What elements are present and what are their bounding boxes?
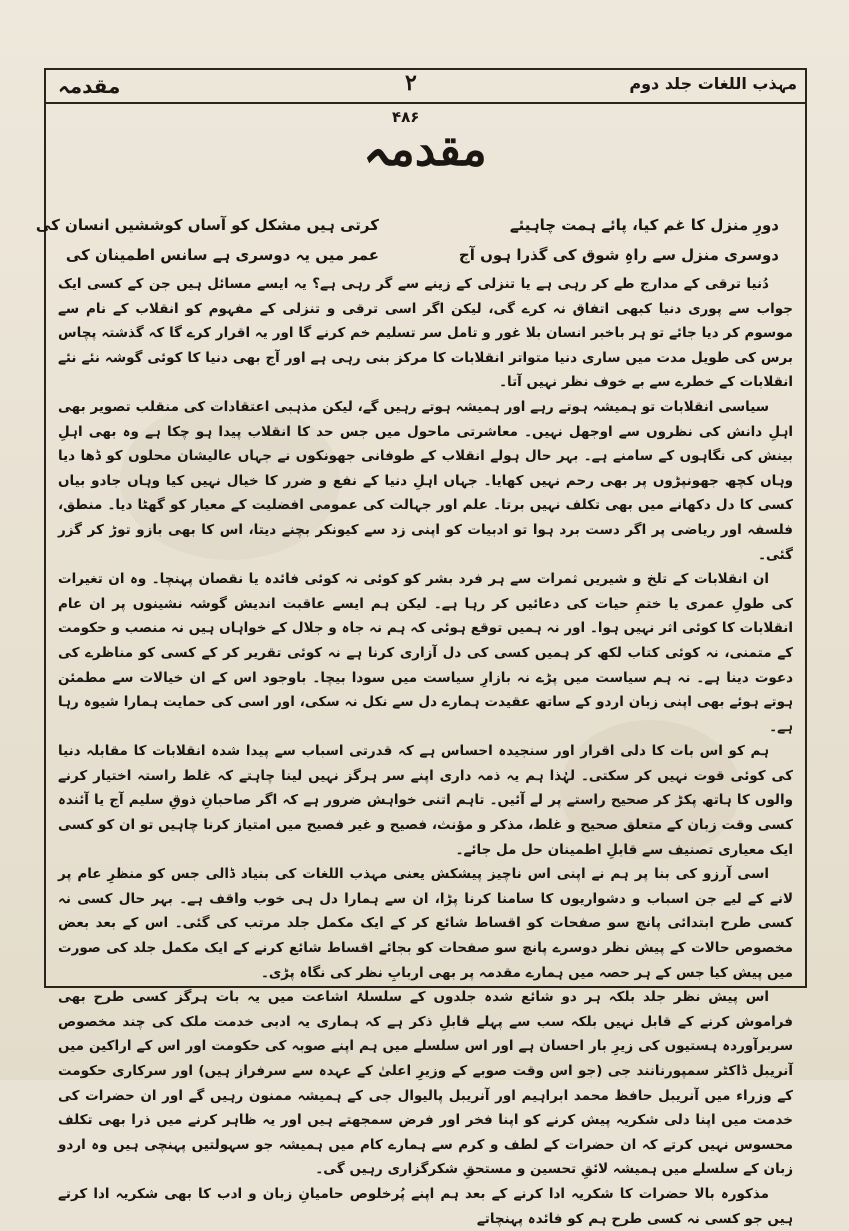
page-number: ۲ bbox=[405, 70, 417, 96]
verse-line-1b: کرتی ہیں مشکل کو آساں کوششیں انسان کی bbox=[35, 216, 379, 234]
verse-line-1a: دورِ منزل کا غم کیا، پائے ہمت چاہیئے bbox=[509, 216, 779, 234]
folio-mark: ۴۸۶ bbox=[392, 108, 420, 126]
section-title: مقدمہ bbox=[58, 74, 121, 98]
paragraph-2: سیاسی انقلابات تو ہمیشہ ہوتے رہے اور ہمیشہ ہوتے رہیں گے، لیکن مذہبی اعتقادات کی منقلب تصویر بھی اہلِ دانش کی نظروں سے اوجھل نہیں۔ معاشرتی ماحول میں جس حد کا انقلاب پیدا ہو چکا ہے وہ بھی اہلِ بینش کی نگاہوں کے سامنے ہے۔ بہر حال ہولے انقلاب کے طوفانی جھونکوں نے جہاں عالیشان محلوں کو ڈھا دیا وہاں کچھ جھونپڑوں پر بھی رحم نہیں کھایا۔ جہاں اہلِ دنیا کے نفع و ضرر کا خیال نہیں کیا وہاں جادو بیاں کسی کا دل دکھانے میں بھی تکلف نہیں برتا۔ علم اور جہالت کی عمومی افضلیت کے معیار کو گھٹا دیا۔ منطق، فلسفہ اور ریاضی پر اگر دست برد ہوا تو ادبیات کو اپنی زد سے کیونکر بچنے دیتا، اس کا بھی بازو توڑ کر گزر گئی۔ bbox=[58, 398, 793, 563]
verse-line-2a: دوسری منزل سے راہِ شوق کی گذرا ہوں آج bbox=[458, 246, 779, 264]
paragraph-7: مذکورہ بالا حضرات کا شکریہ ادا کرنے کے بعد ہم اپنے پُرخلوص حامیانِ زبان و ادب کا بھی شکریہ ادا کرتے ہیں جو کسی نہ کسی طرح ہم کو فائدہ پہنچاتے bbox=[58, 1185, 793, 1227]
paragraph-1: دُنیا ترقی کے مدارج طے کر رہی ہے یا تنزلی کے زینے سے گر رہی ہے؟ یہ ایسے مسائل ہیں جن کے کسی ایک جواب سے پوری دنیا کبھی اتفاق نہ کرے گی، لیکن اگر اسی ترقی و تنزلی کے مفہوم کو انقلاب کے نام سے موسوم کر دیا جائے تو ہر باخبر انسان بلا غور و تامل سر تسلیم خم کرنے گا اور یہ اقرار کرے گا کہ گذشتہ پچاس برس کی طویل مدت میں ساری دنیا متواتر انقلابات کا مرکز بنی رہی ہے اور آج بھی دنیا کا کوئی گوشہ نئے نئے انقلابات کے خطرے سے بے خوف نظر نہیں آتا۔ bbox=[58, 276, 793, 391]
header-rule bbox=[44, 102, 807, 104]
paragraph-3: ان انقلابات کے تلخ و شیریں ثمرات سے ہر فرد بشر کو کوئی نہ کوئی فائدہ یا نقصان پہنچا۔ وہ ان تغیرات کی طولِ عمری یا ختمِ حیات کی دعائیں کر رہا ہے۔ لیکن ہم ایسے عاقبت اندیش گوشہ نشینوں پر ان عام انقلابات کا کوئی اثر نہیں ہوا۔ اور نہ ہمیں توقع ہوئی کہ ہم نہ جاہ و جلال کے خواہاں ہیں نہ منصب و حکومت کے متمنی، نہ کوئی کتاب لکھ کر ہمیں کسی کی دل آزاری کرنا ہے نہ کوئی تقریر کر کے کسی کو مناظرے کی دعوت دینا ہے۔ نہ ہم سیاست میں پڑے نہ بازارِ سیاست میں سودا بیچا۔ باوجود اس کے ان خیالات سے مطمئن ہوتے ہوئے بھی اپنی زبان اردو کے ساتھ عقیدت ہمارے دل سے نکل نہ سکی، اور اسی کی حمایت ہمارا شیوہ رہا ہے۔ bbox=[58, 571, 793, 735]
paragraph-5: اسی آرزو کی بنا پر ہم نے اپنی اس ناچیز پیشکش یعنی مہذب اللغات کی بنیاد ڈالی جس کو منظرِ عام پر لانے کے لیے جن اسباب و دشواریوں کا سامنا کرنا پڑا، ان سے ہمارا دل ہی خوب واقف ہے۔ بہر حال کسی نہ کسی طرح ابتدائی پانچ سو صفحات کو اقساط شائع کر کے ایک مکمل جلد مرتب کی گئی۔ اس کے بعد بعض مخصوص حالات کے پیش نظر دوسرے پانچ سو صفحات کو بجائے اقساط شائع کرنے کے ایک مکمل جلد کی صورت میں پیش کیا جس کے ہر حصہ میں ہمارے مقدمہ پر بھی اربابِ نظر کی نگاہ پڑی۔ bbox=[58, 866, 793, 981]
running-title: مہذب اللغات جلد دوم bbox=[629, 74, 797, 93]
verse-line-2b: عمر میں یہ دوسری ہے سانس اطمینان کی bbox=[65, 246, 379, 264]
paragraph-6: اس پیش نظر جلد بلکہ ہر دو شائع شدہ جلدوں کے سلسلۂ اشاعت میں یہ بات ہرگز کسی طرح بھی فراموش کرنے کے قابل نہیں بلکہ سب سے پہلے قابلِ ذکر ہے کہ ہماری یہ ادبی خدمت ملک کی چند مخصوص سربرآوردہ ہستیوں کی زیرِ بار احسان ہے اور اس سلسلے میں ہم اپنے صوبہ کی حکومت اور اس کے اراکین میں آنریبل ڈاکٹر سمپورنانند جی (جو اس وقت صوبے کے وزیرِ اعلیٰ کے عہدہ سے سرفراز ہیں) اور سرکاری حکومت کے وزراء میں آنریبل حافظ محمد ابراہیم اور آنریبل پالیوال جی کے ہمیشہ ممنون رہیں گے اور ان حضرات کی خدمت میں اپنا دلی شکریہ پیش کرنے کو اپنا فخر اور فرض سمجھتے ہیں اور یہ ظاہر کرنے میں ذرا بھی تکلف محسوس نہیں کرتے کہ ان حضرات کے لطف و کرم سے ہمارے کام میں ہمیشہ جو سہولتیں پہنچی ہیں وہ اردو زبان کے سلسلے میں ہمیشہ لائقِ تحسین و مستحقِ شکرگزاری رہیں گی۔ bbox=[58, 989, 793, 1178]
page-title: مقدمہ bbox=[363, 122, 487, 176]
paragraph-4: ہم کو اس بات کا دلی اقرار اور سنجیدہ احساس ہے کہ قدرتی اسباب سے پیدا شدہ انقلابات کا مقابلہ دنیا کی کوئی قوت نہیں کر سکتی۔ لہٰذا ہم یہ ذمہ داری اپنے سر ہرگز نہیں لینا چاہتے کہ غلط راستہ اختیار کرنے والوں کا ہاتھ پکڑ کر صحیح راستے پر لے آئیں۔ تاہم اتنی خواہش ضرور ہے کہ اگر صاحبانِ ذوقِ سلیم آج یا آئندہ کسی وقت زبان کے متعلق صحیح و غلط، مذکر و مؤنث، فصیح و غیر فصیح میں امتیاز کرنا چاہیں تو ان کو کسی ایک معیاری تصنیف سے قابلِ اطمینان حل مل جائے۔ bbox=[58, 743, 793, 858]
body-text bbox=[58, 272, 793, 1227]
